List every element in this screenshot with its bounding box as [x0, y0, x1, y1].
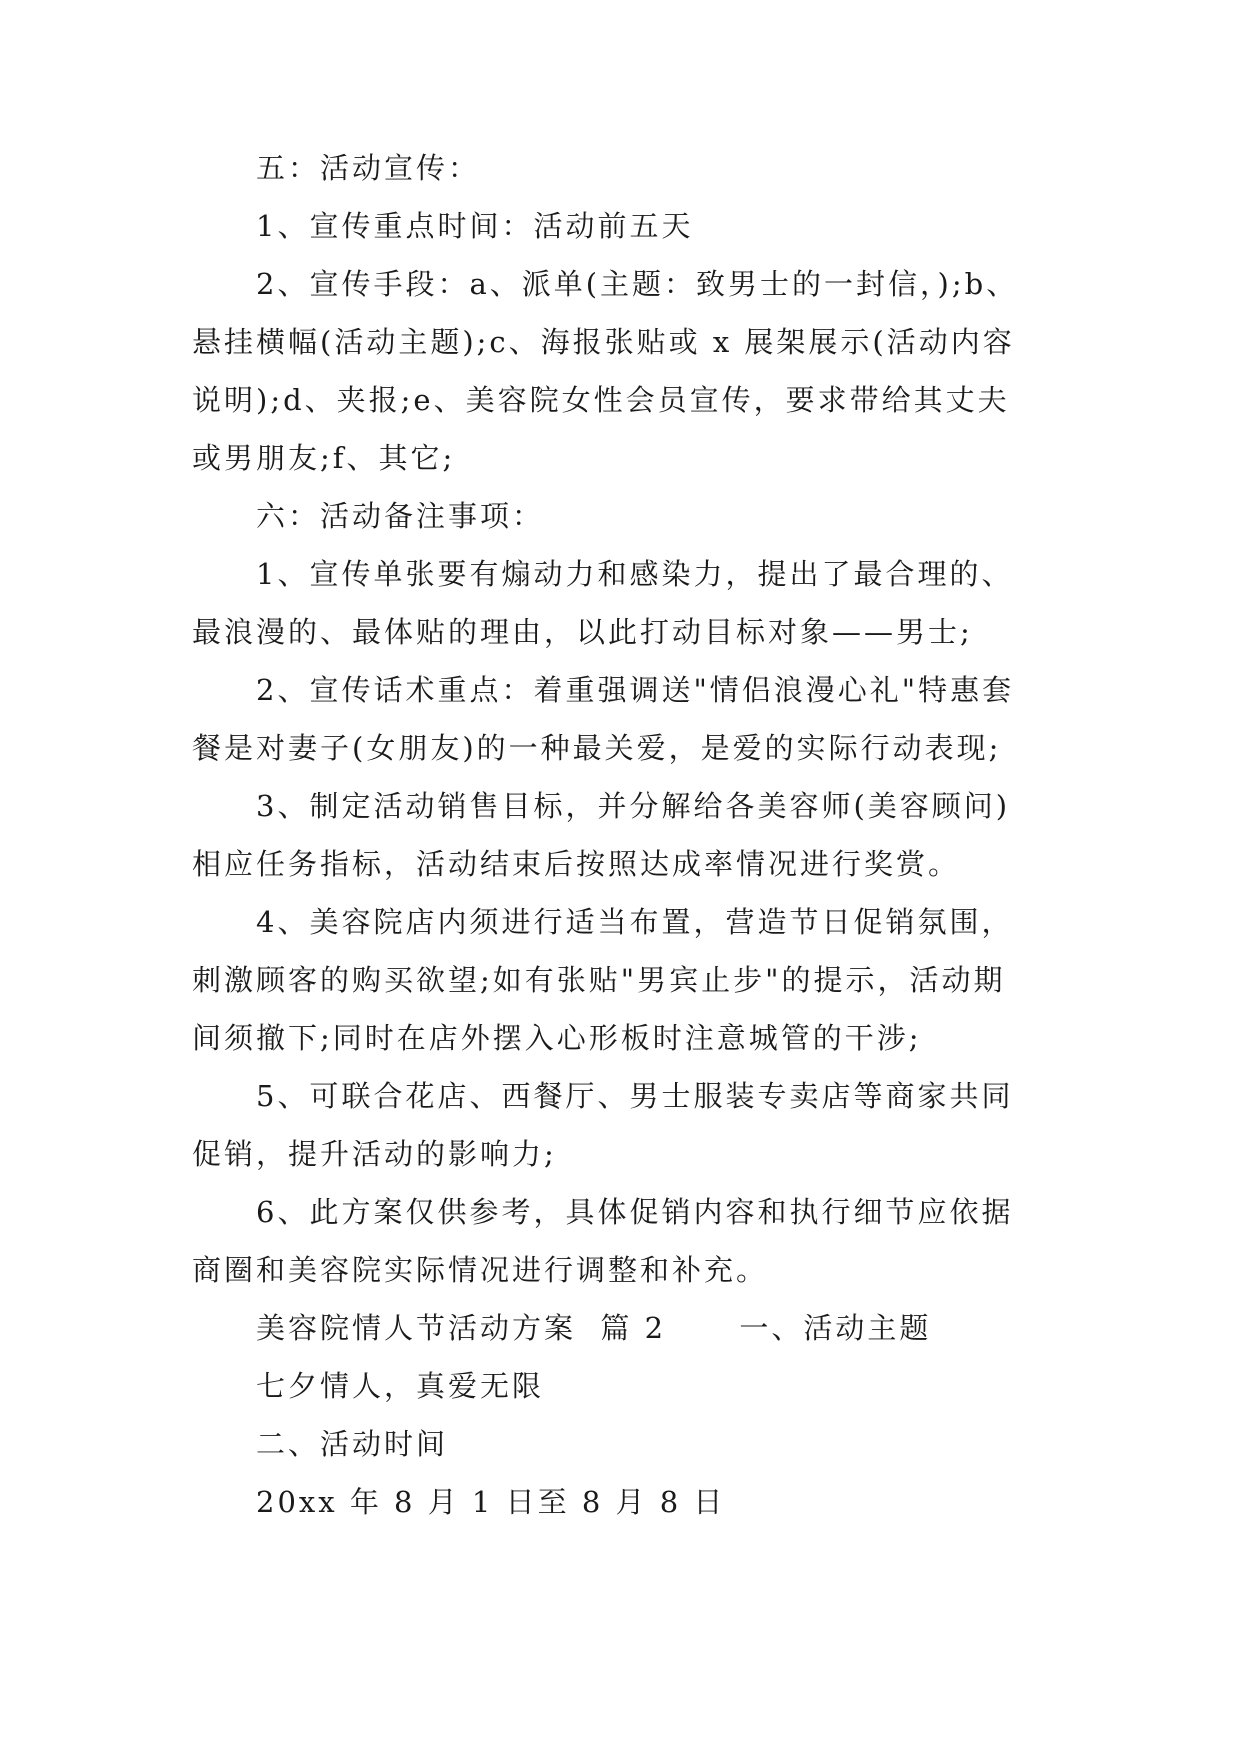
- paragraph-line: 3、制定活动销售目标，并分解给各美容师(美容顾问): [256, 789, 1011, 823]
- paragraph-line: 1、宣传重点时间：活动前五天: [256, 209, 694, 243]
- paragraph-line: 1、宣传单张要有煽动力和感染力，提出了最合理的、: [256, 557, 1014, 591]
- paragraph-line: 6、此方案仅供参考，具体促销内容和执行细节应依据: [256, 1195, 1014, 1229]
- paragraph-line: 间须撤下;同时在店外摆入心形板时注意城管的干涉;: [192, 1021, 922, 1055]
- paragraph-line: 20xx 年 8 月 1 日至 8 月 8 日: [256, 1485, 726, 1519]
- paragraph-line: 相应任务指标，活动结束后按照达成率情况进行奖赏。: [192, 847, 961, 881]
- section-heading-promotion: 五：活动宣传：: [256, 151, 481, 185]
- section-heading-time: 二、活动时间: [256, 1427, 449, 1461]
- paragraph-line: 七夕情人，真爱无限: [256, 1369, 545, 1403]
- paragraph-line: 4、美容院店内须进行适当布置，营造节日促销氛围，: [256, 905, 1014, 939]
- paragraph-line: 或男朋友;f、其它;: [192, 441, 456, 475]
- paragraph-line: 刺激顾客的购买欲望;如有张贴"男宾止步"的提示，活动期: [192, 963, 1006, 997]
- paragraph-line: 商圈和美容院实际情况进行调整和补充。: [192, 1253, 769, 1287]
- paragraph-line: 悬挂横幅(活动主题);c、海报张贴或 x 展架展示(活动内容: [192, 325, 1015, 359]
- paragraph-line: 餐是对妻子(女朋友)的一种最关爱，是爱的实际行动表现;: [192, 731, 1002, 765]
- article-title-line: 美容院情人节活动方案 篇 2 一、活动主题: [256, 1311, 932, 1345]
- paragraph-line: 最浪漫的、最体贴的理由，以此打动目标对象——男士;: [192, 615, 973, 649]
- paragraph-line: 2、宣传话术重点：着重强调送"情侣浪漫心礼"特惠套: [256, 673, 1015, 707]
- paragraph-line: 促销，提升活动的影响力;: [192, 1137, 557, 1171]
- paragraph-line: 5、可联合花店、西餐厅、男士服装专卖店等商家共同: [256, 1079, 1014, 1113]
- section-heading-notes: 六：活动备注事项：: [256, 499, 545, 533]
- paragraph-line: 说明);d、夹报;e、美容院女性会员宣传，要求带给其丈夫: [192, 383, 1010, 417]
- paragraph-line: 2、宣传手段：a、派单(主题：致男士的一封信，);b、: [256, 267, 1019, 301]
